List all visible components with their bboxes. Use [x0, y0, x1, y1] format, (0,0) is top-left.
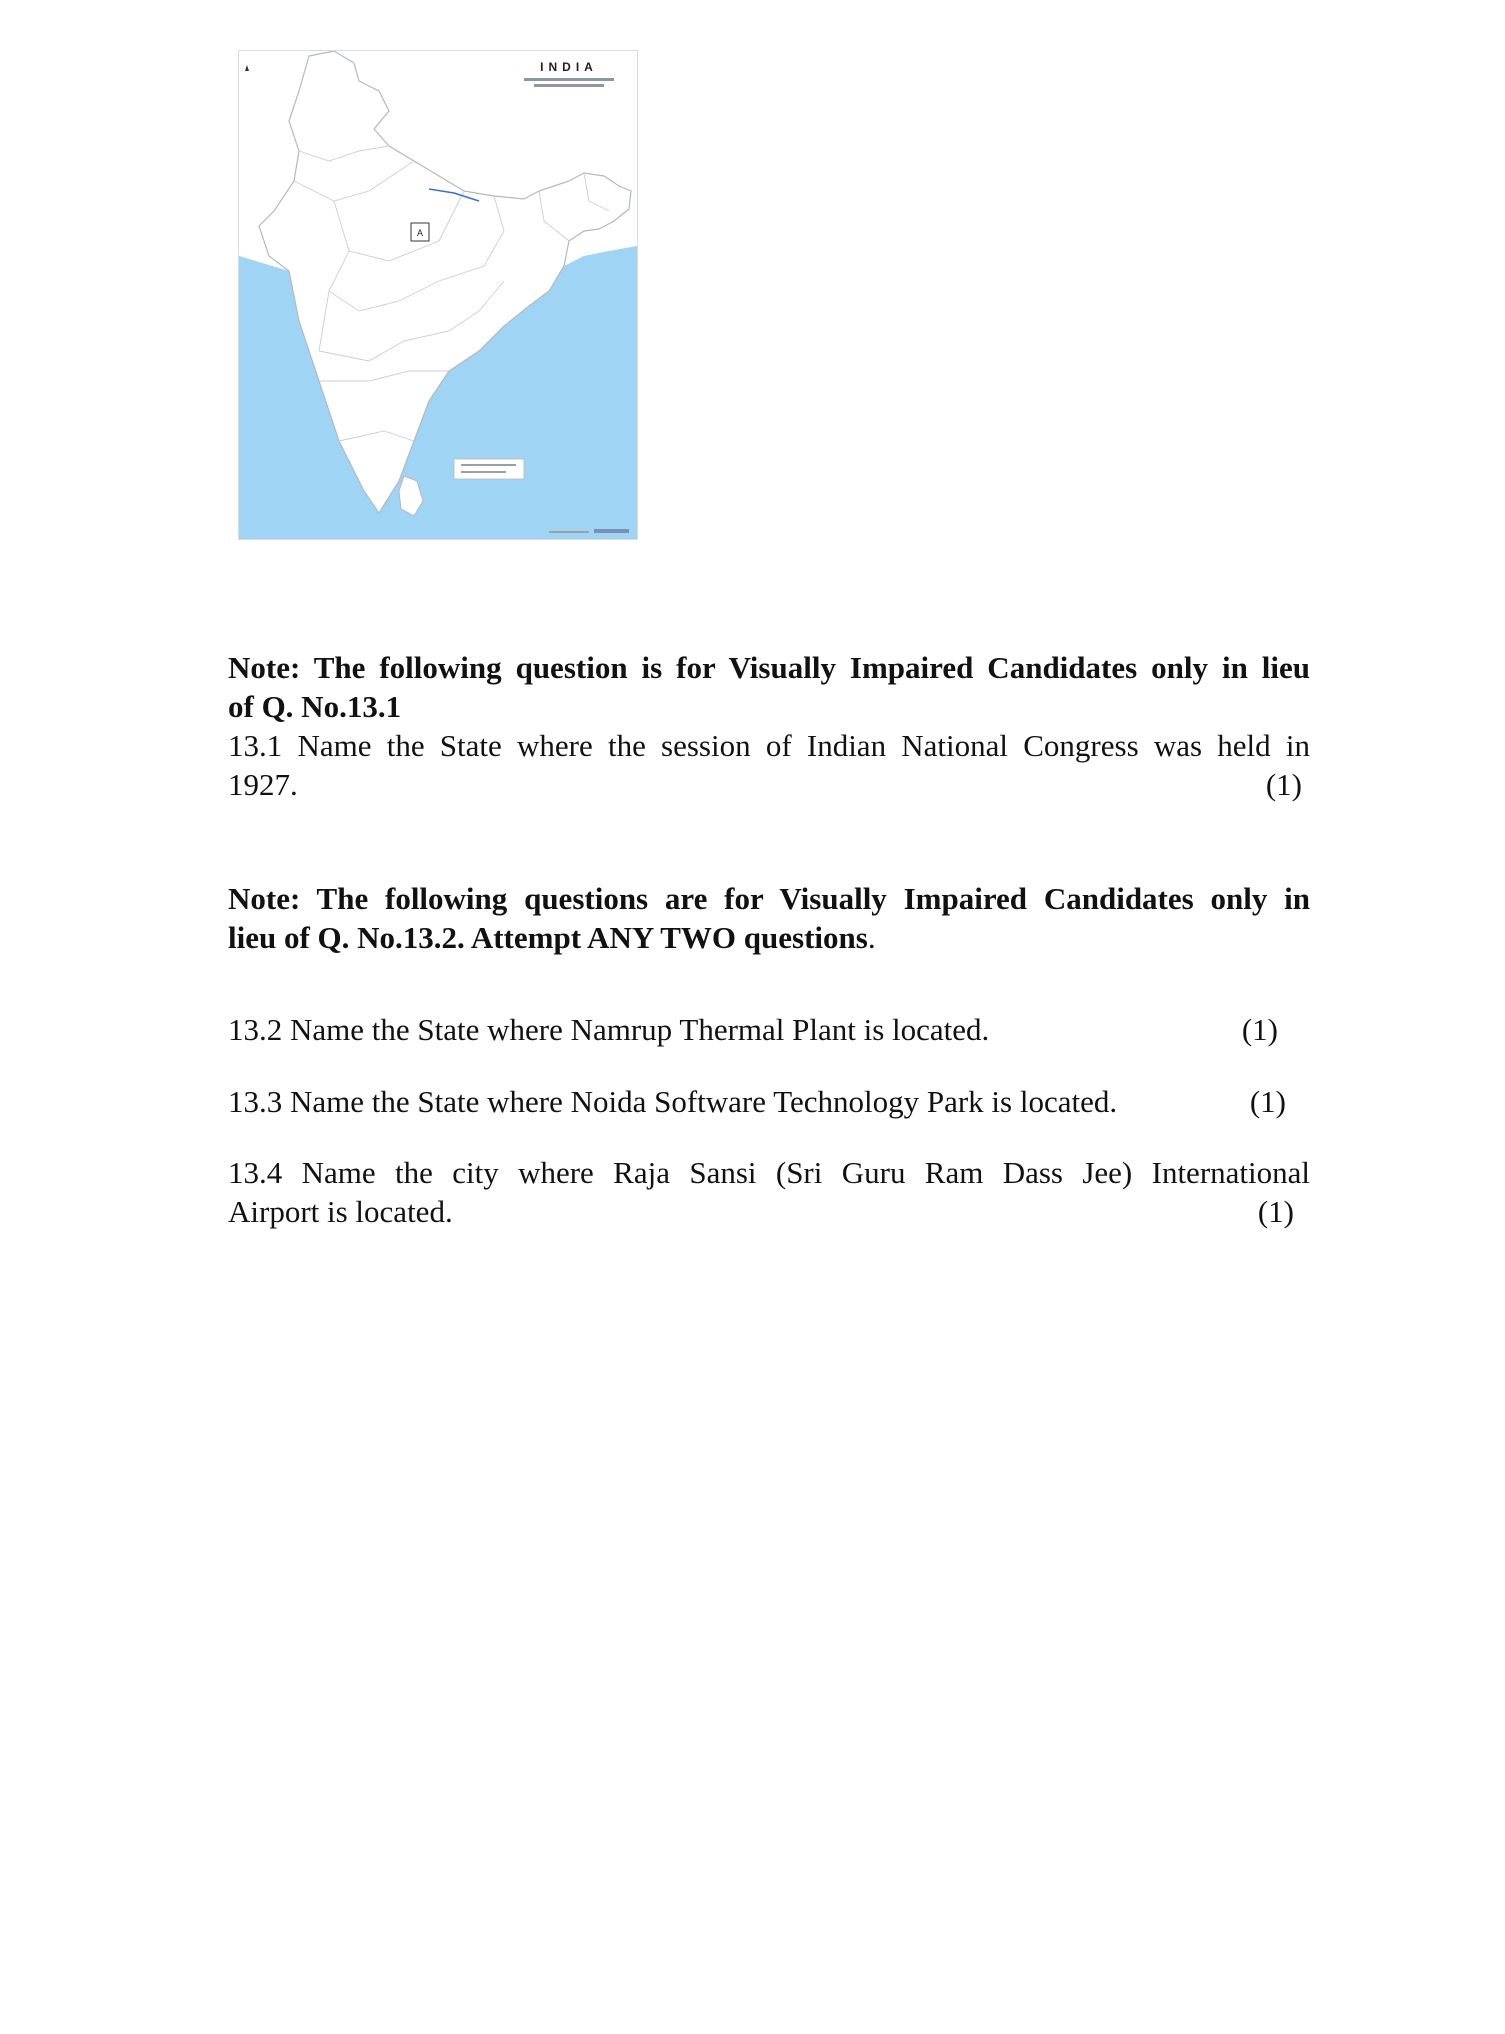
question-13-3 — [228, 1082, 1310, 1121]
q134-line1: 13.4 Name the city where Raja Sansi (Sri Guru Ram Dass Jee) International — [228, 1155, 1310, 1190]
india-outline-map — [238, 50, 638, 540]
question-13-2 — [228, 1010, 1310, 1049]
q131-marks: (1) — [1265, 767, 1302, 802]
q133-text: 13.3 Name the State where Noida Software Technology Park is located. — [228, 1084, 1118, 1119]
legend-line-2 — [461, 471, 506, 473]
legend-line-1 — [461, 464, 516, 466]
q133-marks: (1) — [1249, 1084, 1286, 1119]
map-subtitle-line-1 — [524, 78, 614, 81]
q132-marks: (1) — [1241, 1012, 1278, 1047]
question-13-4 — [228, 1153, 1310, 1231]
q132-text: 13.2 Name the State where Namrup Thermal Plant is located. — [228, 1012, 990, 1047]
marker-a-label: A — [416, 228, 424, 238]
note2-line1: Note: The following questions are for Visually Impaired Candidates only in — [228, 881, 1310, 916]
note-visually-impaired-13-1 — [228, 648, 1310, 726]
q131-line2: 1927. — [228, 767, 298, 802]
q131-line1: 13.1 Name the State where the session of Indian National Congress was held in — [228, 728, 1310, 763]
map-copyright-mark — [594, 529, 629, 533]
map-title: INDIA — [540, 60, 598, 74]
note2-line2-tail: . — [867, 920, 876, 955]
note2-line2: lieu of Q. No.13.2. Attempt ANY TWO questions — [228, 920, 868, 955]
question-13-1 — [228, 726, 1310, 804]
note1-line2: of Q. No.13.1 — [228, 689, 402, 724]
q134-line2: Airport is located. — [228, 1194, 453, 1229]
note-visually-impaired-13-2 — [228, 879, 1310, 957]
q134-marks: (1) — [1257, 1194, 1294, 1229]
map-legend — [454, 459, 524, 479]
map-scale-bar — [549, 531, 589, 533]
india-map-svg — [239, 51, 637, 539]
map-subtitle-line-2 — [534, 84, 604, 87]
note1-line1: Note: The following question is for Visually Impaired Candidates only in lieu — [228, 650, 1310, 685]
